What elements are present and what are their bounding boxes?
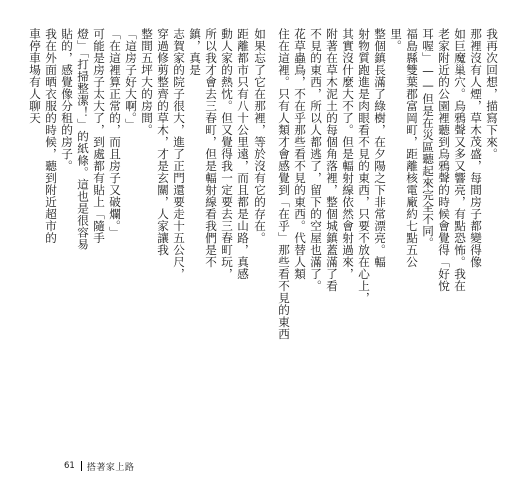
footer-divider (81, 461, 82, 471)
text-column: 動人家的熱忱。但又覺得我一定要去三春町玩， (220, 28, 234, 280)
text-column: 鎮，真是 (188, 28, 202, 76)
text-column: 花草蟲鳥，不在乎那些看不見的東西。代替人類 (293, 28, 307, 280)
text-column: 整個鎮長滿了綠樹，在夕陽之下非常漂亮。輻 (373, 28, 387, 268)
text-column: 耳喔」——但是在災區聽起來完全不同。 (421, 28, 435, 249)
text-column: 距離都市只有八十公里遠，而且都是山路，真感 (236, 28, 250, 280)
text-column: 整間五坪大的房間。 (140, 28, 154, 136)
text-column: 我再次回想，描寫下來。 (485, 28, 499, 160)
text-column: 如巨魔巢穴。烏鴉聲又多又響亮，有點恐怖。我在 (453, 28, 467, 292)
text-column: 貼的，感覺像分租的房子。 (60, 28, 74, 172)
text-column: 我在外面晒衣服的時候，聽到附近超市的 (44, 28, 58, 244)
book-title: 搭著家上路 (86, 462, 135, 473)
text-column: 如果忘了它在那裡，等於沒有它的存在。 (253, 28, 267, 244)
text-column: 所以我才會去三春町，但是輻射線看我們是不 (204, 28, 218, 268)
text-column: 里。 (389, 28, 403, 52)
text-column: 穿過修剪整齊的草木，才是玄關，人家讓我 (156, 28, 170, 256)
text-column: 其實沒什麼大不了。但是輻射線依然會射過來， (341, 28, 355, 280)
text-column: 住在這裡。只有人類才會感覺到「在乎」那些看不見的東西 (277, 28, 291, 340)
text-column: 志賀家的院子很大，進了正門還要走十五公尺， (172, 28, 186, 280)
page-number: 61 (64, 461, 75, 471)
text-column: 附著在草木泥土的每個角落裡，整個城鎮蓋滿了看 (325, 28, 339, 292)
text-column: 「這房子好大啊。」 (124, 28, 138, 131)
text-column: 福島縣雙葉郡富岡町，距離核電廠約七點五公 (405, 28, 419, 268)
text-column: 射物質跑進是肉眼看不見的東西，只要不放在心上， (357, 28, 371, 304)
text-column: 燈」「打掃整潔！」的紙條。這也是很容易 (76, 28, 90, 251)
text-column: 車停車場有人聊天 (28, 28, 42, 124)
text-column: 老家附近的公園裡聽到烏鴉聲的時候會覺得「好悅 (437, 28, 451, 292)
page-footer (64, 459, 134, 473)
text-column: 「在這裡算正常的，而且房子又破爛。」 (108, 28, 122, 239)
text-column: 那裡沒有人煙，草木茂盛，每間房子都變得像 (469, 28, 483, 268)
text-column: 可能是房子太大了，到處都有貼上「隨手 (92, 28, 106, 244)
text-column: 不見的東西，所以人都逃了，留下的空屋也滿了。 (309, 28, 323, 292)
